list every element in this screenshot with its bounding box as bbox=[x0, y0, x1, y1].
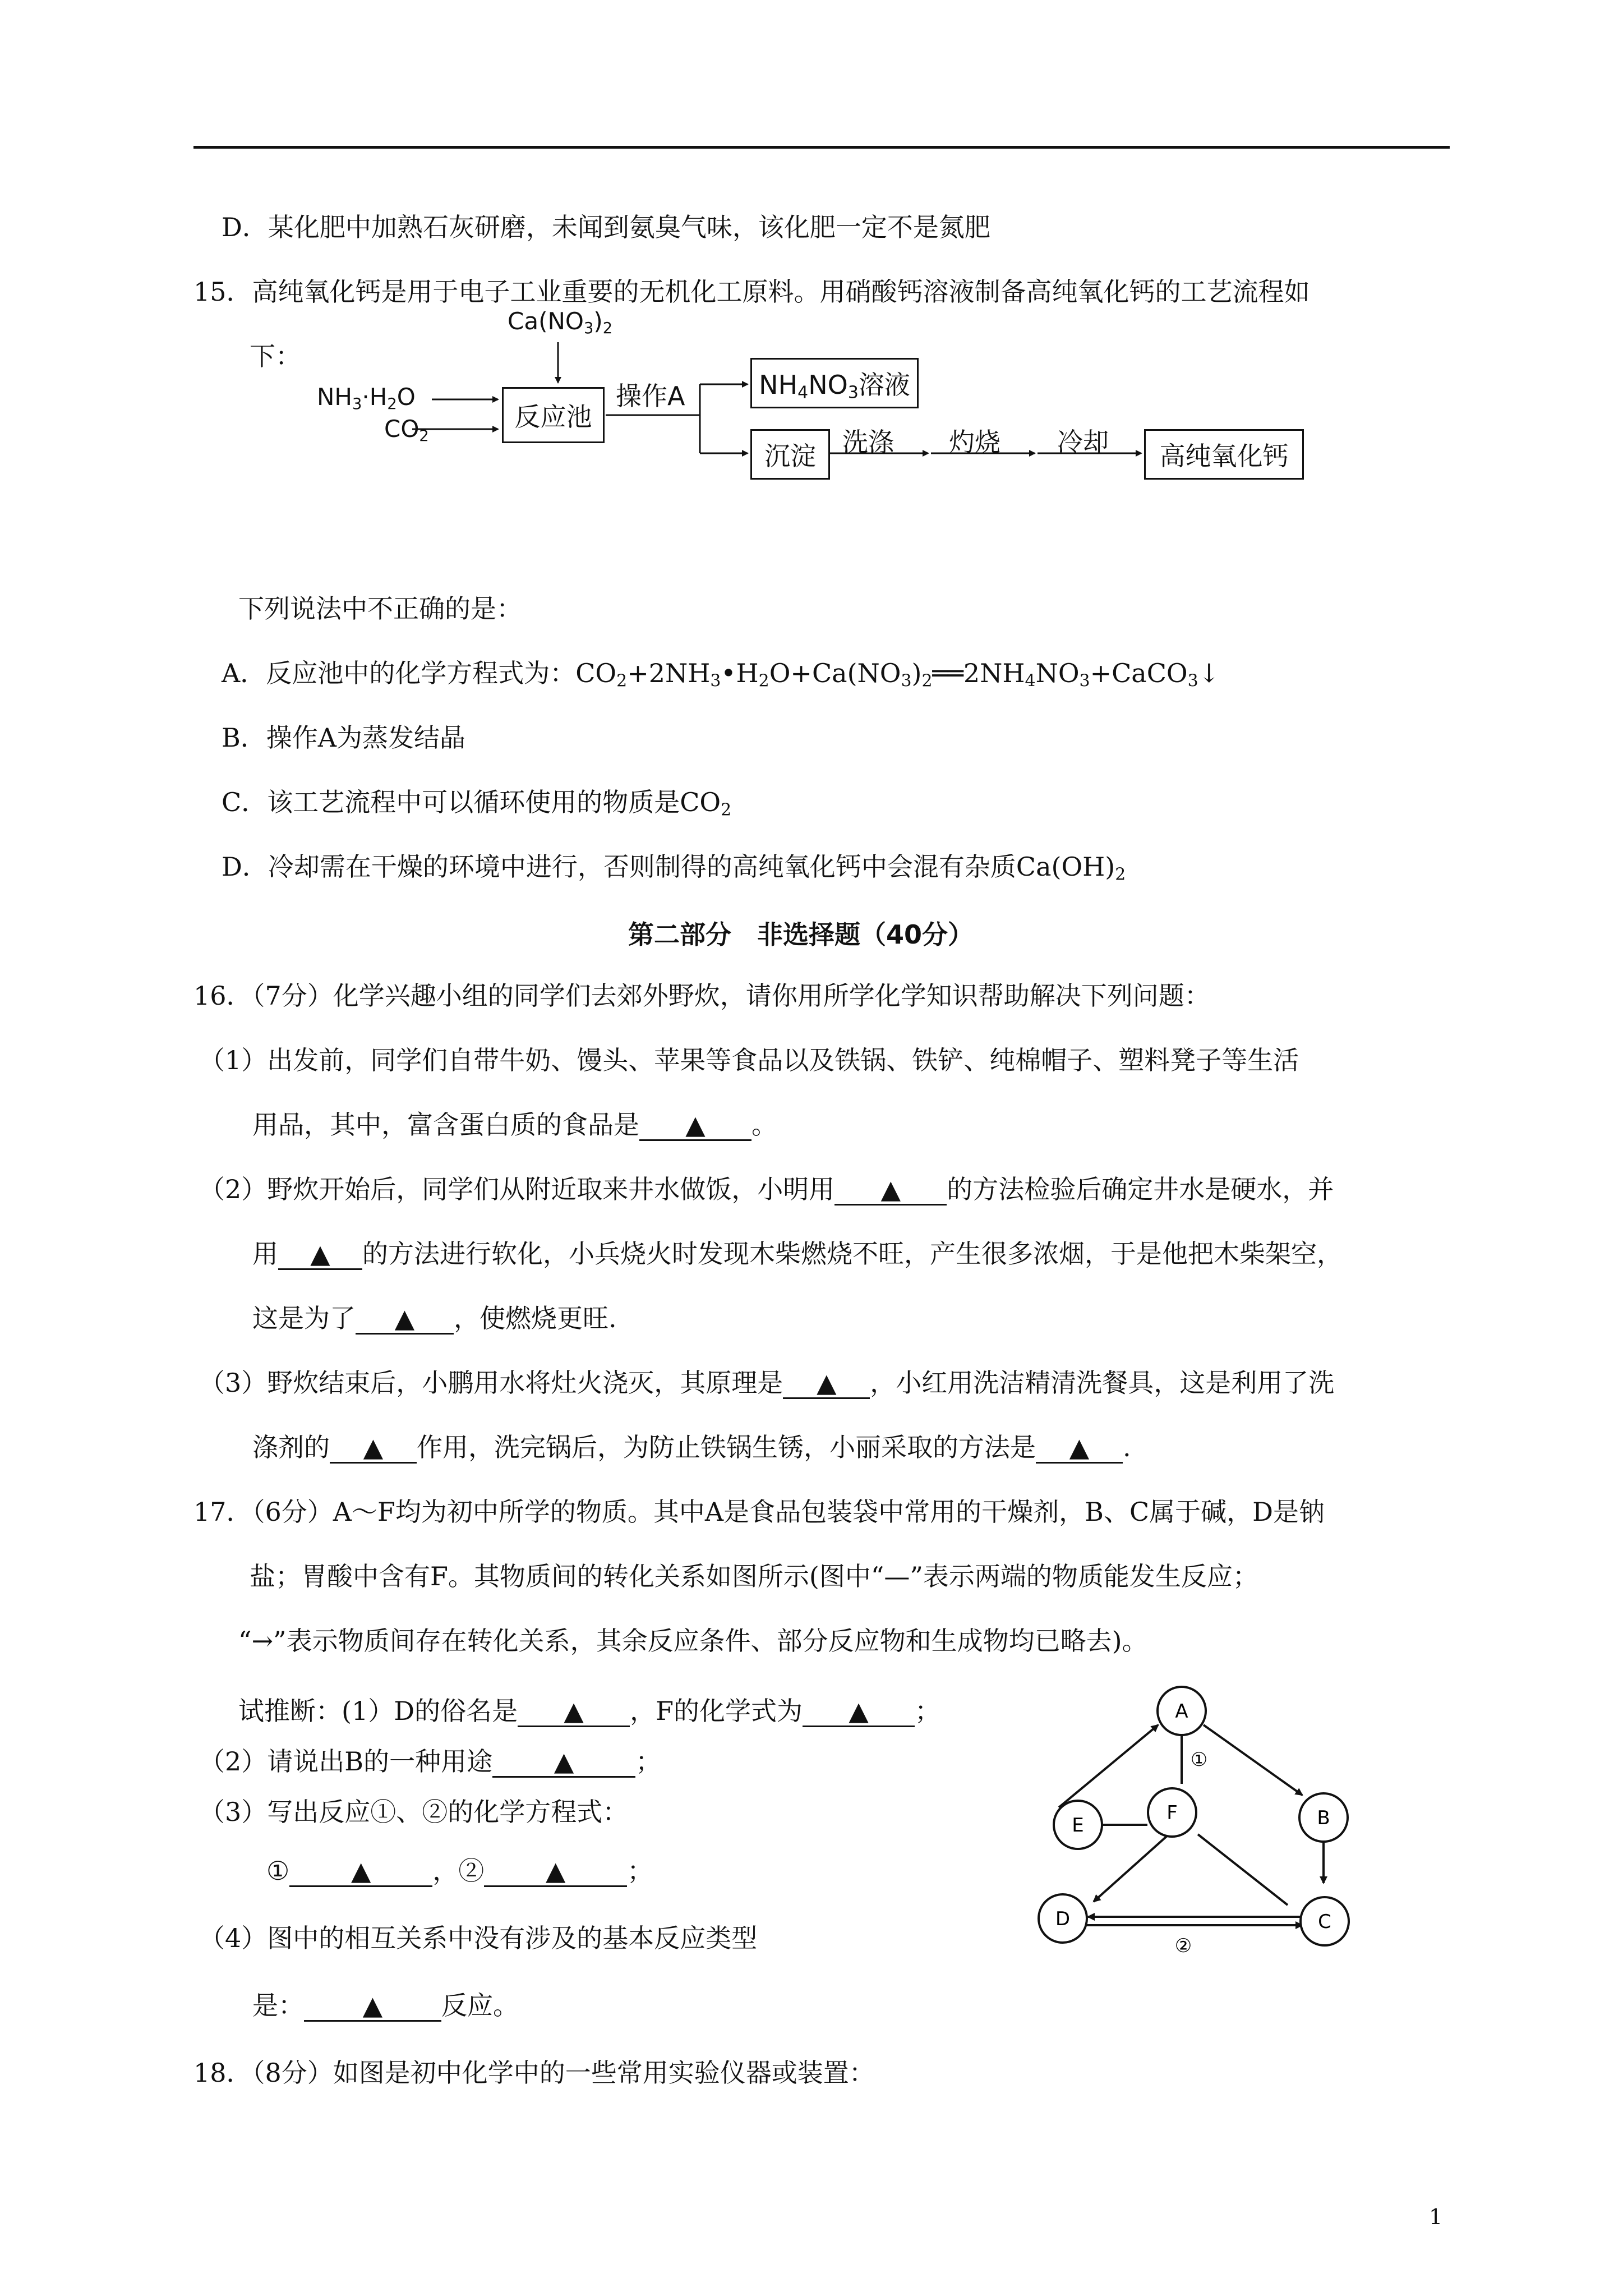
flow-step-cool: 冷却 bbox=[1057, 427, 1109, 457]
flow-precipitate-label: 沉淀 bbox=[764, 441, 816, 471]
section-title: 第二部分 非选择题（40分） bbox=[628, 919, 974, 950]
q17-p2 bbox=[199, 1745, 661, 1778]
answer-blank[interactable]: ▲ bbox=[492, 1747, 635, 1778]
q17-stem-line3: “→”表示物质间存在转化关系，其余反应条件、部分反应物和生成物均已略去)。 bbox=[238, 1626, 1148, 1656]
svg-text:C: C bbox=[1318, 1911, 1331, 1933]
q15-option-c: C．该工艺流程中可以循环使用的物质是$CO_2$ bbox=[222, 787, 732, 820]
q15-option-a-equation: $CO_2+2NH_3•H_2O+Ca(NO_3)_2══2NH_4NO_3+CaCO_3↓$ bbox=[575, 658, 1220, 691]
q16-stem: 16．（7分）化学兴趣小组的同学们去郊外野炊，请你用所学化学知识帮助解决下列问题： bbox=[193, 981, 1210, 1011]
q17-p1-text-a: 试推断：(1）D的俗名是 bbox=[238, 1696, 518, 1726]
q17-p4-text: 是： bbox=[252, 1990, 304, 2021]
answer-blank[interactable]: ▲ bbox=[1036, 1433, 1123, 1464]
flow-nh4no3-box bbox=[750, 358, 919, 408]
q16-p3-line2 bbox=[252, 1430, 1131, 1464]
q16-p2-line1 bbox=[199, 1172, 1334, 1206]
q17-p3-end: ； bbox=[627, 1856, 653, 1886]
q16-p2-text-a: （2）野炊开始后，同学们从附近取来井水做饭，小明用 bbox=[199, 1174, 835, 1204]
q17-p2-text: （2）请说出B的一种用途 bbox=[199, 1746, 493, 1777]
flow-input-ammonia: $NH_3\cdot H_2O$ bbox=[317, 383, 416, 413]
diagram-nodes bbox=[1039, 1687, 1349, 1945]
q17-p1 bbox=[238, 1694, 940, 1728]
q15-prompt: 下列说法中不正确的是： bbox=[238, 593, 522, 624]
answer-blank[interactable]: ▲ bbox=[518, 1696, 630, 1727]
q14-option-d: D．某化肥中加熟石灰研磨，未闻到氨臭气味，该化肥一定不是氮肥 bbox=[222, 212, 990, 242]
answer-blank[interactable]: ▲ bbox=[356, 1304, 454, 1335]
svg-text:A: A bbox=[1175, 1700, 1188, 1723]
answer-blank[interactable]: ▲ bbox=[639, 1110, 751, 1141]
flow-reactor-box bbox=[502, 387, 605, 443]
q15-option-a-prefix: A．反应池中的化学方程式为： bbox=[222, 658, 576, 688]
svg-text:E: E bbox=[1072, 1814, 1084, 1837]
flow-final-product-label: 高纯氧化钙 bbox=[1159, 441, 1289, 471]
q17-eq2-label: ，② bbox=[432, 1856, 485, 1886]
flow-nh4no3-label: $NH_4NO_3$溶液 bbox=[759, 370, 910, 403]
q16-p2-text-c: 用 bbox=[252, 1239, 278, 1269]
q16-p2-text-e: 这是为了 bbox=[252, 1303, 356, 1333]
node-d bbox=[1039, 1894, 1087, 1943]
answer-blank[interactable]: ▲ bbox=[278, 1239, 362, 1270]
reaction-1-label: ① bbox=[1190, 1749, 1208, 1771]
q16-p1-text: 用品，其中，富含蛋白质的食品是 bbox=[252, 1110, 639, 1140]
q17-eq1-label: ① bbox=[266, 1856, 290, 1886]
q17-stem-line1: 17．（6分）A～F均为初中所学的物质。其中A是食品包装袋中常用的干燥剂，B、C属于碱，D是钠 bbox=[193, 1497, 1325, 1527]
q17-p4-line2 bbox=[252, 1989, 519, 2022]
q15-option-b: B．操作A为蒸发结晶 bbox=[222, 723, 466, 753]
q16-p3-line1 bbox=[199, 1366, 1334, 1400]
q17-stem-line2: 盐；胃酸中含有F。其物质间的转化关系如图所示(图中“—”表示两端的物质能发生反应； bbox=[250, 1561, 1258, 1591]
q16-p2-line3 bbox=[252, 1301, 617, 1335]
flow-precipitate-box bbox=[750, 429, 830, 480]
q17-p4-end: 反应。 bbox=[441, 1990, 519, 2021]
node-f bbox=[1148, 1788, 1196, 1837]
svg-text:F: F bbox=[1166, 1802, 1178, 1824]
q17-p2-end: ； bbox=[635, 1746, 662, 1777]
answer-blank[interactable]: ▲ bbox=[289, 1856, 432, 1887]
answer-blank[interactable]: ▲ bbox=[330, 1433, 417, 1464]
q15-stem-line1: 15．高纯氧化钙是用于电子工业重要的无机化工原料。用硝酸钙溶液制备高纯氧化钙的工艺流程如 bbox=[193, 277, 1310, 307]
answer-blank[interactable]: ▲ bbox=[484, 1856, 627, 1887]
q18-stem: 18．（8分）如图是初中化学中的一些常用实验仪器或装置： bbox=[193, 2058, 875, 2088]
q17-p4-line1: （4）图中的相互关系中没有涉及的基本反应类型 bbox=[199, 1923, 758, 1953]
q17-p1-text-b: ，F的化学式为 bbox=[630, 1696, 803, 1726]
flow-final-product-box bbox=[1144, 429, 1304, 480]
answer-blank[interactable]: ▲ bbox=[803, 1696, 915, 1727]
relation-diagram bbox=[1009, 1683, 1374, 1958]
svg-text:B: B bbox=[1317, 1807, 1330, 1829]
page-number: 1 bbox=[1429, 2205, 1443, 2229]
flow-input-cano3: $Ca(NO_3)_2$ bbox=[508, 307, 613, 337]
q16-p3-text-c: 涤剂的 bbox=[252, 1432, 330, 1462]
flow-step-calcine: 灼烧 bbox=[949, 427, 1000, 457]
answer-blank[interactable]: ▲ bbox=[834, 1175, 947, 1205]
q17-p1-end: ； bbox=[915, 1696, 941, 1726]
node-a bbox=[1158, 1687, 1206, 1735]
flow-reactor-label: 反应池 bbox=[514, 402, 592, 432]
q16-p2-text-d: 的方法进行软化，小兵烧火时发现木柴燃烧不旺，产生很多浓烟，于是他把木柴架空， bbox=[362, 1239, 1343, 1269]
q16-p2-line2 bbox=[252, 1237, 1343, 1271]
node-b bbox=[1299, 1793, 1348, 1842]
q17-p3: （3）写出反应①、②的化学方程式： bbox=[199, 1797, 629, 1827]
node-e bbox=[1054, 1801, 1102, 1849]
q16-p1-end: 。 bbox=[751, 1110, 777, 1140]
flow-operation-a: 操作A bbox=[616, 381, 685, 411]
q15-stem-line2: 下： bbox=[250, 341, 301, 371]
reaction-2-label: ② bbox=[1174, 1935, 1192, 1957]
q15-option-d: D．冷却需在干燥的环境中进行，否则制得的高纯氧化钙中会混有杂质$Ca(OH)_2$ bbox=[222, 852, 1126, 885]
q16-p2-text-f: ，使燃烧更旺. bbox=[454, 1303, 617, 1333]
answer-blank[interactable]: ▲ bbox=[783, 1368, 870, 1399]
q16-p1-line2 bbox=[252, 1108, 777, 1142]
flow-input-co2: $CO_2$ bbox=[384, 415, 429, 445]
svg-text:D: D bbox=[1055, 1908, 1071, 1930]
q15-option-a bbox=[222, 656, 1220, 690]
q16-p2-text-b: 的方法检验后确定井水是硬水，并 bbox=[947, 1174, 1334, 1204]
node-c bbox=[1301, 1897, 1349, 1945]
answer-blank[interactable]: ▲ bbox=[304, 1991, 441, 2022]
q16-p3-end: . bbox=[1123, 1432, 1131, 1462]
q16-p3-text-d: 作用，洗完锅后，为防止铁锅生锈，小丽采取的方法是 bbox=[417, 1432, 1036, 1462]
q17-p3-equations bbox=[266, 1854, 653, 1888]
q16-p3-text-a: （3）野炊结束后，小鹏用水将灶火浇灭，其原理是 bbox=[199, 1368, 783, 1398]
q16-p3-text-b: ，小红用洗洁精清洗餐具，这是利用了洗 bbox=[870, 1368, 1335, 1398]
flow-step-wash: 洗涤 bbox=[842, 427, 894, 457]
q16-p1-line1: （1）出发前，同学们自带牛奶、馒头、苹果等食品以及铁锅、铁铲、纯棉帽子、塑料凳子等生活 bbox=[199, 1045, 1299, 1075]
